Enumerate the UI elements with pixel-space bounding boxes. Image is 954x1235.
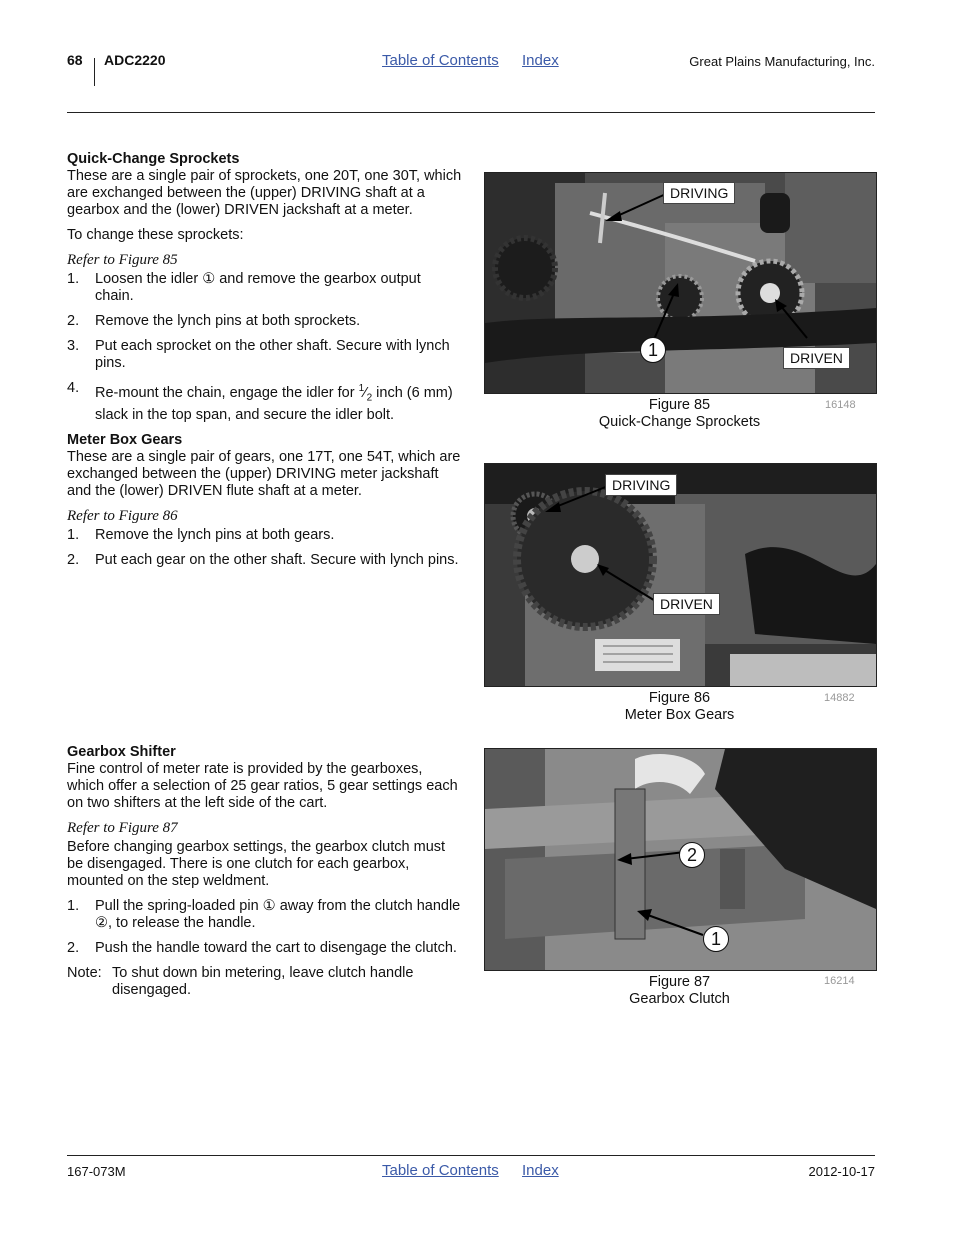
image-id: 16214 [824,975,855,987]
section-heading: Meter Box Gears [67,431,183,448]
header-divider [94,58,95,86]
image-id: 14882 [824,692,855,704]
figure-title: Gearbox Clutch [629,991,730,1007]
company-name: Great Plains Manufacturing, Inc. [689,54,875,69]
list-item: 2. Push the handle toward the cart to disengage the clutch. [67,940,457,956]
figure-reference: Refer to Figure 85 [67,252,178,268]
callout-driving: DRIVING [663,182,735,204]
callout-number-1: 1 [703,926,729,952]
steps-list [67,527,462,569]
footer-index-link[interactable]: Index [522,1162,559,1179]
header-index-link[interactable]: Index [522,52,559,69]
callout-number-1: 1 [640,337,666,363]
figure-87-caption [484,974,875,1008]
steps-list [67,898,462,957]
page-number: 68 [67,52,83,68]
figure-86-photo [484,463,877,687]
footer-rule [67,1155,875,1156]
figure-number: Figure 87 [648,974,711,990]
figure-number: Figure 85 [648,397,711,413]
section-paragraph: Before changing gearbox settings, the gearbox clutch must be disengaged. There is one clutch for each gearbox, mounted on the step weldment. [67,839,446,889]
figure-85-photo [484,172,877,394]
note [67,965,462,999]
section-quick-change-sprockets [67,151,462,577]
note-label: Note: [67,965,102,981]
section-intro: These are a single pair of gears, one 17T, one 54T, which are exchanged between the (upper) DRIVING meter jackshaft and the (lower) DRIVEN flute shaft at a meter. [67,448,461,499]
note-text: To shut down bin metering, leave clutch handle disengaged. [112,965,414,998]
section-heading: Quick-Change Sprockets [67,151,240,167]
steps-list [67,271,462,424]
callout-number-2: 2 [679,842,705,868]
figure-reference: Refer to Figure 87 [67,820,178,836]
figure-title: Quick-Change Sprockets [598,414,761,430]
figure-reference: Refer to Figure 86 [67,507,178,524]
figure-title: Meter Box Gears [624,707,735,723]
list-item: 2. Remove the lynch pins at both sprockets. [67,313,361,329]
header-toc-link[interactable]: Table of Contents [382,52,499,69]
figure-86-caption [484,690,875,724]
model-name: ADC2220 [104,52,166,68]
callout-driving: DRIVING [605,474,677,496]
doc-number: 167-073M [67,1164,126,1179]
section-heading: Gearbox Shifter [67,744,176,760]
image-id: 16148 [825,399,856,411]
header-rule [67,112,875,113]
section-intro: Fine control of meter rate is provided by the gearboxes, which offer a selection of 25 gear ratios, 5 gear settings each on two shifters at the left side of the cart. [67,761,458,811]
callout-driven: DRIVEN [653,593,720,615]
list-item: 1. Remove the lynch pins at both gears. [67,526,335,543]
footer-toc-link[interactable]: Table of Contents [382,1162,499,1179]
section-gearbox-shifter [67,744,462,999]
list-item: 1. Loosen the idler ① and remove the gearbox output chain. [67,271,421,304]
figure-87-photo [484,748,877,971]
list-item: 3. Put each sprocket on the other shaft. Secure with lynch pins. [67,338,450,371]
figure-number: Figure 86 [648,690,711,706]
list-item: 4. Re-mount the chain, engage the idler for $^1⁄_2$ inch (6 mm) slack in the top span, and secure the idler bolt. [67,380,453,423]
list-item: 1. Pull the spring-loaded pin ① away from the clutch handle ②, to release the handle. [67,898,461,931]
publication-date: 2012-10-17 [808,1164,875,1179]
section-intro: These are a single pair of sprockets, one 20T, one 30T, which are exchanged between the (upper) DRIVING shaft at a gearbox and the (lower) DRIVEN jackshaft at a meter. [67,168,462,218]
figure-85-caption [484,397,875,431]
list-item: 2. Put each gear on the other shaft. Secure with lynch pins. [67,551,459,568]
section-lead: To change these sprockets: [67,227,244,243]
callout-driven: DRIVEN [783,347,850,369]
